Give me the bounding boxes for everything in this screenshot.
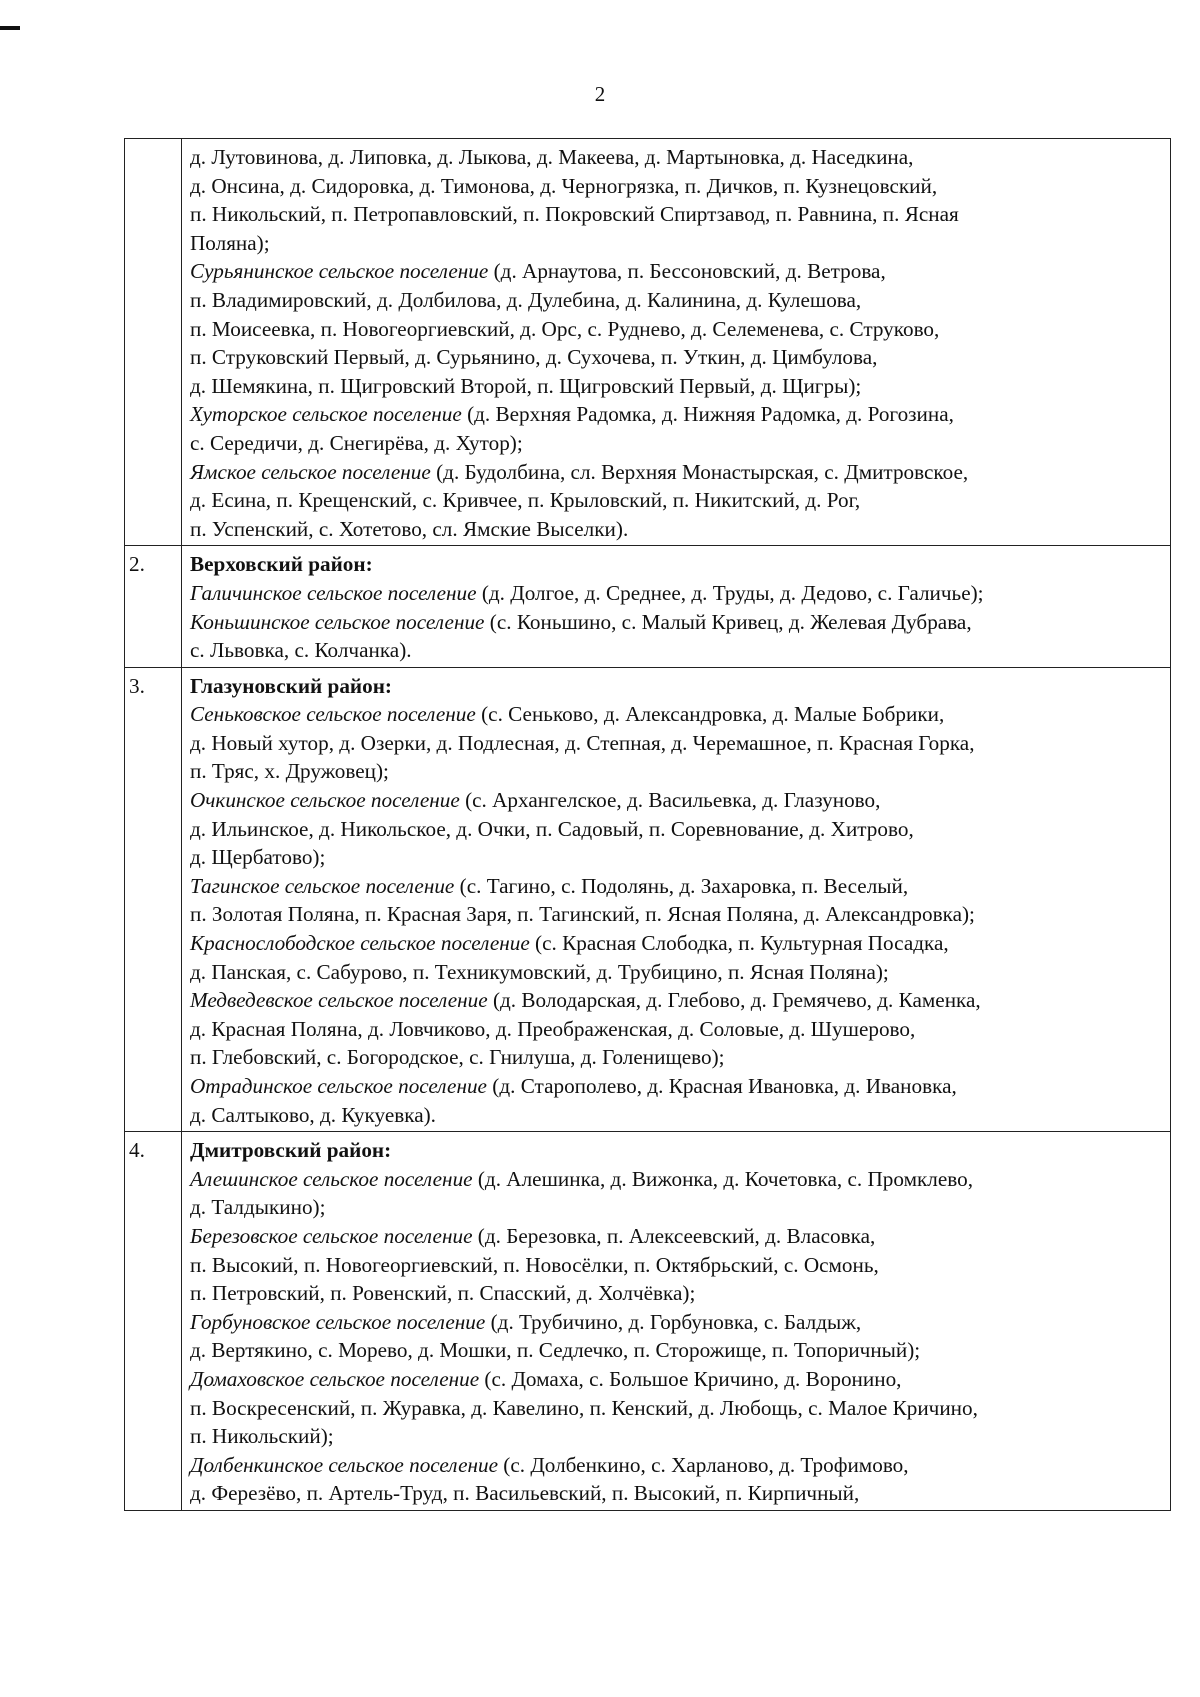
- text-segment: (д. Долгое, д. Среднее, д. Труды, д. Дедово, с. Галичье);: [476, 580, 984, 605]
- text-line: [190, 1365, 1168, 1394]
- text-line: [190, 1043, 1168, 1072]
- settlement-name: Горбуновское сельское поселение: [190, 1309, 486, 1334]
- text-segment: д. Талдыкино);: [190, 1195, 326, 1220]
- text-segment: п. Моисеевка, п. Новогеоргиевский, д. Орс, с. Руднево, д. Селеменева, с. Струково,: [190, 316, 940, 341]
- text-segment: Поляна);: [190, 230, 270, 255]
- text-line: [190, 458, 1168, 487]
- text-segment: (д. Верхняя Радомка, д. Нижняя Радомка, д. Рогозина,: [461, 402, 954, 427]
- text-segment: (д. Будолбина, сл. Верхняя Монастырская, с. Дмитровское,: [430, 459, 969, 484]
- text-line: [190, 757, 1168, 786]
- text-segment: (с. Красная Слободка, п. Культурная Посадка,: [529, 931, 949, 956]
- settlement-name: Отрадинское сельское поселение: [190, 1074, 487, 1098]
- text-line: [190, 515, 1168, 544]
- text-segment: с. Середичи, д. Снегирёва, д. Хутор);: [190, 430, 523, 455]
- settlement-name: Краснослободское сельское поселение: [190, 931, 530, 956]
- text-segment: д. Красная Поляна, д. Ловчиково, д. Преображенская, д. Соловые, д. Шушерово,: [190, 1016, 916, 1041]
- text-segment: д. Шемякина, п. Щигровский Второй, п. Щигровский Первый, д. Щигры);: [190, 373, 862, 398]
- text-line: [190, 700, 1168, 729]
- text-line: [190, 579, 1168, 608]
- text-line: [190, 550, 1168, 579]
- text-segment: д. Лутовинова, д. Липовка, д. Лыкова, д. Макеева, д. Мартыновка, д. Наседкина,: [190, 145, 914, 169]
- row-content: [182, 139, 1171, 546]
- text-line: [190, 672, 1168, 701]
- text-segment: п. Золотая Поляна, п. Красная Заря, п. Тагинский, п. Ясная Поляна, д. Александровка);: [190, 902, 975, 927]
- text-line: [190, 900, 1168, 929]
- text-line: [190, 1136, 1168, 1165]
- text-line: [190, 372, 1168, 401]
- text-segment: (д. Володарская, д. Глебово, д. Гремячево, д. Каменка,: [487, 988, 981, 1013]
- text-line: [190, 200, 1168, 229]
- row-content: [182, 1132, 1171, 1511]
- text-line: [190, 229, 1168, 258]
- text-line: [190, 1251, 1168, 1280]
- text-segment: п. Никольский, п. Петропавловский, п. Покровский Спиртзавод, п. Равнина, п. Ясная: [190, 202, 959, 227]
- table-row: [125, 667, 1171, 1132]
- text-line: [190, 929, 1168, 958]
- text-line: [190, 429, 1168, 458]
- text-line: [190, 608, 1168, 637]
- text-segment: (с. Архангелское, д. Васильевка, д. Глазуново,: [459, 788, 881, 813]
- text-segment: с. Львовка, с. Колчанка).: [190, 638, 412, 663]
- text-line: [190, 343, 1168, 372]
- text-segment: (с. Домаха, с. Большое Кричино, д. Воронино,: [479, 1366, 902, 1391]
- settlements-table: [124, 138, 1171, 1511]
- settlement-name: Домаховское сельское поселение: [190, 1366, 480, 1391]
- district-heading: Глазуновский район:: [190, 673, 392, 698]
- text-line: [190, 843, 1168, 872]
- row-number: 3.: [125, 667, 182, 1132]
- settlement-name: Тагинское сельское поселение: [190, 873, 455, 898]
- text-line: [190, 1336, 1168, 1365]
- text-line: [190, 1451, 1168, 1480]
- text-segment: (с. Тагино, с. Подолянь, д. Захаровка, п. Веселый,: [454, 873, 909, 898]
- table-row: [125, 139, 1171, 546]
- row-number: 2.: [125, 546, 182, 667]
- settlement-name: Коньшинское сельское поселение: [190, 609, 485, 634]
- text-segment: п. Владимировский, д. Долбилова, д. Дулебина, д. Калинина, д. Кулешова,: [190, 287, 862, 312]
- text-line: [190, 1222, 1168, 1251]
- settlement-name: Ямское сельское поселение: [190, 459, 431, 484]
- settlements-table-body: [125, 139, 1171, 1511]
- text-segment: д. Вертякино, с. Морево, д. Мошки, п. Седлечко, п. Сторожище, п. Топоричный);: [190, 1338, 921, 1363]
- text-segment: п. Глебовский, с. Богородское, с. Гнилуша, д. Голенищево);: [190, 1045, 725, 1070]
- text-line: [190, 1072, 1168, 1101]
- text-line: [190, 315, 1168, 344]
- district-heading: Верховский район:: [190, 552, 373, 577]
- text-segment: д. Онсина, д. Сидоровка, д. Тимонова, д. Черногрязка, п. Дичков, п. Кузнецовский,: [190, 173, 938, 198]
- row-number: 4.: [125, 1132, 182, 1511]
- text-line: [190, 257, 1168, 286]
- row-content: [182, 546, 1171, 667]
- text-segment: п. Струковский Первый, д. Сурьянино, д. Сухочева, п. Уткин, д. Цимбулова,: [190, 345, 878, 370]
- text-segment: д. Новый хутор, д. Озерки, д. Подлесная, д. Степная, д. Черемашное, п. Красная Горка,: [190, 730, 975, 755]
- text-segment: (д. Арнаутова, п. Бессоновский, д. Ветрова,: [488, 259, 886, 284]
- settlement-name: Березовское сельское поселение: [190, 1223, 473, 1248]
- settlement-name: Медведевское сельское поселение: [190, 988, 488, 1013]
- text-segment: (с. Долбенкино, с. Харланово, д. Трофимово,: [497, 1452, 909, 1477]
- text-line: [190, 958, 1168, 987]
- text-segment: (д. Старополево, д. Красная Ивановка, д. Ивановка,: [486, 1074, 957, 1098]
- text-segment: (с. Коньшино, с. Малый Кривец, д. Желевая Дубрава,: [484, 609, 972, 634]
- text-segment: д. Ильинское, д. Никольское, д. Очки, п. Садовый, п. Соревнование, д. Хитрово,: [190, 816, 914, 841]
- text-line: [190, 1308, 1168, 1337]
- text-segment: д. Щербатово);: [190, 845, 326, 870]
- text-line: [190, 636, 1168, 665]
- text-segment: п. Петровский, п. Ровенский, п. Спасский, д. Холчёвка);: [190, 1281, 696, 1306]
- row-content: [182, 667, 1171, 1132]
- settlement-name: Сурьянинское сельское поселение: [190, 259, 489, 284]
- text-line: [190, 1394, 1168, 1423]
- text-line: [190, 1479, 1168, 1508]
- text-line: [190, 815, 1168, 844]
- table-row: [125, 546, 1171, 667]
- text-line: [190, 486, 1168, 515]
- settlement-name: Алешинское сельское поселение: [190, 1166, 473, 1191]
- settlement-name: Хуторское сельское поселение: [190, 402, 462, 427]
- text-segment: п. Никольский);: [190, 1424, 334, 1449]
- settlement-name: Долбенкинское сельское поселение: [190, 1452, 498, 1477]
- settlement-name: Очкинское сельское поселение: [190, 788, 460, 813]
- text-line: [190, 143, 1168, 172]
- text-line: [190, 786, 1168, 815]
- text-line: [190, 872, 1168, 901]
- text-segment: (д. Трубичино, д. Горбуновка, с. Балдыж,: [485, 1309, 862, 1334]
- text-line: [190, 1101, 1168, 1130]
- text-segment: д. Панская, с. Сабурово, п. Техникумовский, д. Трубицино, п. Ясная Поляна);: [190, 959, 889, 984]
- text-line: [190, 400, 1168, 429]
- text-line: [190, 172, 1168, 201]
- text-line: [190, 286, 1168, 315]
- text-segment: д. Ферезёво, п. Артель-Труд, п. Васильевский, п. Высокий, п. Кирпичный,: [190, 1481, 860, 1506]
- text-line: [190, 1422, 1168, 1451]
- text-segment: п. Воскресенский, п. Журавка, д. Кавелино, п. Кенский, д. Любощь, с. Малое Кричино,: [190, 1395, 978, 1420]
- text-line: [190, 1165, 1168, 1194]
- text-line: [190, 1279, 1168, 1308]
- text-line: [190, 729, 1168, 758]
- text-segment: (д. Алешинка, д. Вижонка, д. Кочетовка, с. Промклево,: [472, 1166, 974, 1191]
- text-segment: п. Успенский, с. Хотетово, сл. Ямские Выселки).: [190, 516, 629, 541]
- text-segment: д. Есина, п. Крещенский, с. Кривчее, п. Крыловский, п. Никитский, д. Рог,: [190, 488, 861, 513]
- text-line: [190, 1193, 1168, 1222]
- settlement-name: Галичинское сельское поселение: [190, 580, 477, 605]
- settlement-name: Сеньковское сельское поселение: [190, 702, 476, 727]
- scan-corner-mark: [0, 26, 20, 30]
- text-segment: п. Тряс, х. Дружовец);: [190, 759, 389, 784]
- text-line: [190, 1015, 1168, 1044]
- district-heading: Дмитровский район:: [190, 1138, 392, 1163]
- text-segment: п. Высокий, п. Новогеоргиевский, п. Новосёлки, п. Октябрьский, с. Осмонь,: [190, 1252, 879, 1277]
- text-segment: д. Салтыково, д. Кукуевка).: [190, 1102, 436, 1127]
- text-line: [190, 986, 1168, 1015]
- table-row: [125, 1132, 1171, 1511]
- text-segment: (д. Березовка, п. Алексеевский, д. Власовка,: [472, 1223, 876, 1248]
- page-number: 2: [594, 82, 606, 106]
- row-number: [125, 139, 182, 546]
- text-segment: (с. Сеньково, д. Александровка, д. Малые Бобрики,: [475, 702, 945, 727]
